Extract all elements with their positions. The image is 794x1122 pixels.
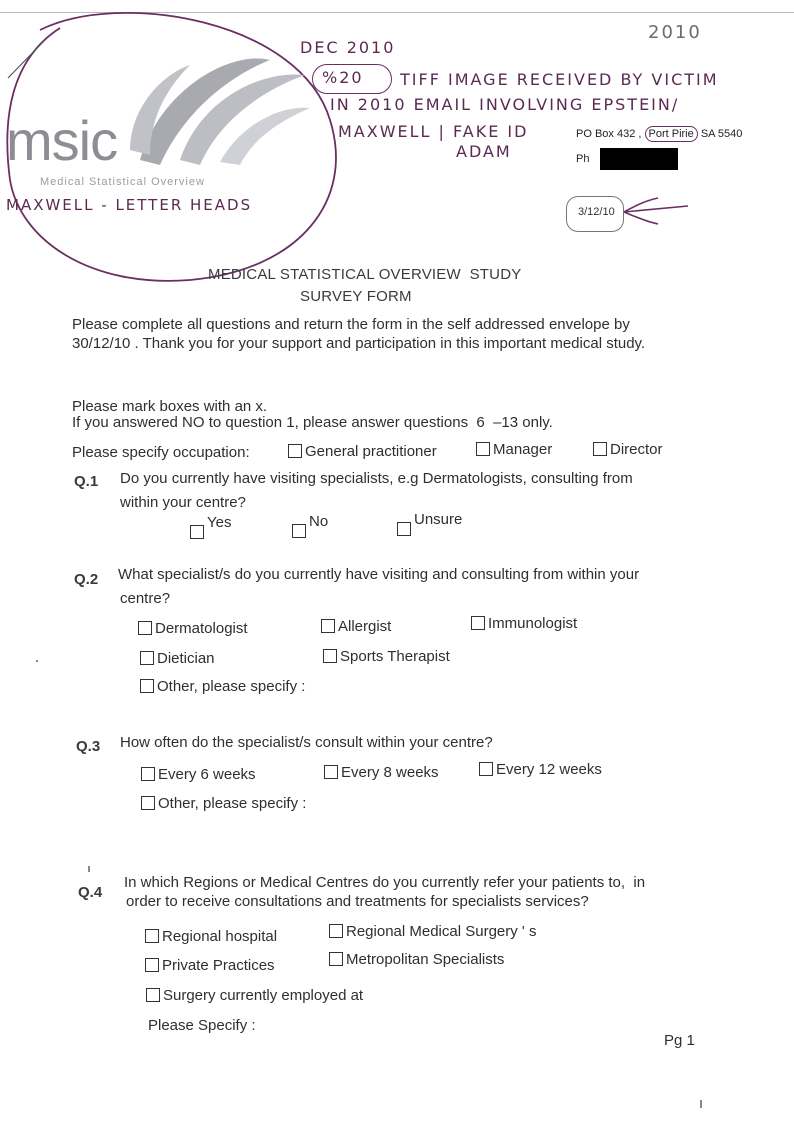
q4-option-metropolitan-specialists[interactable]: Metropolitan Specialists <box>329 951 504 968</box>
address-suffix: SA 5540 <box>700 128 743 140</box>
handwritten-date: DEC 2010 <box>300 38 396 57</box>
q3-text: How often do the specialist/s consult within your centre? <box>120 734 493 751</box>
checkbox[interactable] <box>140 651 154 665</box>
date-stamp: 3/12/10 <box>578 206 615 218</box>
q1-option-unsure[interactable]: Unsure <box>397 511 462 536</box>
q1-number: Q.1 <box>74 473 99 490</box>
q1-option-no[interactable]: No <box>292 513 328 538</box>
checkbox[interactable] <box>141 767 155 781</box>
q2-option-other[interactable]: Other, please specify : <box>140 678 305 695</box>
form-title-line1: MEDICAL STATISTICAL OVERVIEW STUDY <box>208 266 522 283</box>
checkbox[interactable] <box>593 442 607 456</box>
logo-text: msic <box>6 109 118 172</box>
logo-leaf-graphic <box>120 30 310 170</box>
occupation-label: Please specify occupation: <box>72 444 250 461</box>
instruction-line2: If you answered NO to question 1, please answer questions 6 –13 only. <box>72 414 553 431</box>
checkbox[interactable] <box>471 616 485 630</box>
q2-option-dermatologist[interactable]: Dermatologist <box>138 620 248 637</box>
phone-label: Ph <box>576 153 590 165</box>
checkbox[interactable] <box>146 988 160 1002</box>
checkbox[interactable] <box>479 762 493 776</box>
q1-text-line1: Do you currently have visiting specialists, e.g Dermatologists, consulting from <box>120 470 633 487</box>
q4-specify-label: Please Specify : <box>148 1017 256 1034</box>
q4-text-line2: order to receive consultations and treatments for specialists services? <box>126 893 589 910</box>
q3-number: Q.3 <box>76 738 101 755</box>
scan-speck <box>88 866 90 872</box>
checkbox[interactable] <box>476 442 490 456</box>
q1-text-line2: within your centre? <box>120 494 246 511</box>
scan-speck <box>36 660 38 662</box>
q4-option-regional-hospital[interactable]: Regional hospital <box>145 928 277 945</box>
q2-option-allergist[interactable]: Allergist <box>321 618 391 635</box>
q2-option-sports-therapist[interactable]: Sports Therapist <box>323 648 450 665</box>
checkbox[interactable] <box>145 958 159 972</box>
checkbox[interactable] <box>324 765 338 779</box>
scan-speck <box>700 1100 702 1108</box>
occupation-option-director[interactable]: Director <box>593 441 663 458</box>
q2-option-dietician[interactable]: Dietician <box>140 650 215 667</box>
instruction-line1: Please mark boxes with an x. <box>72 398 268 415</box>
handwritten-letterheads-note: MAXWELL - LETTER HEADS <box>6 196 253 214</box>
q4-option-surgery-employed[interactable]: Surgery currently employed at <box>146 987 363 1004</box>
checkbox[interactable] <box>321 619 335 633</box>
q3-option-8-weeks[interactable]: Every 8 weeks <box>324 764 439 781</box>
arrow-annotation-icon <box>618 196 698 226</box>
checkbox[interactable] <box>140 679 154 693</box>
address <box>576 128 742 140</box>
q4-text-line1: In which Regions or Medical Centres do you currently refer your patients to, in <box>124 874 646 891</box>
intro-line1: Please complete all questions and return the form in the self addressed envelope by <box>72 316 630 333</box>
address-prefix: PO Box 432 , <box>576 128 642 140</box>
page-number: Pg 1 <box>664 1032 695 1049</box>
q1-option-yes[interactable]: Yes <box>190 514 231 539</box>
checkbox[interactable] <box>288 444 302 458</box>
checkbox[interactable] <box>397 522 411 536</box>
checkbox[interactable] <box>323 649 337 663</box>
q3-option-12-weeks[interactable]: Every 12 weeks <box>479 761 602 778</box>
address-city: Port Pirie <box>645 126 698 142</box>
checkbox[interactable] <box>292 524 306 538</box>
q2-text-line1: What specialist/s do you currently have visiting and consulting from within your <box>118 566 640 583</box>
redacted-phone <box>600 148 678 170</box>
checkbox[interactable] <box>138 621 152 635</box>
form-title-line2: SURVEY FORM <box>300 288 412 305</box>
occupation-option-manager[interactable]: Manager <box>476 441 552 458</box>
q2-number: Q.2 <box>74 571 99 588</box>
handwritten-note-line2: IN 2010 EMAIL INVOLVING EPSTEIN/ <box>330 95 680 114</box>
checkbox[interactable] <box>145 929 159 943</box>
handwritten-circled-number: %20 <box>322 68 364 87</box>
intro-line2: 30/12/10 . Thank you for your support and participation in this important medical study. <box>72 335 646 352</box>
q4-option-regional-medical-surgery[interactable]: Regional Medical Surgery ' s <box>329 923 536 940</box>
q3-option-other[interactable]: Other, please specify : <box>141 795 306 812</box>
q2-text-line2: centre? <box>120 590 171 607</box>
q2-option-immunologist[interactable]: Immunologist <box>471 615 577 632</box>
q4-number: Q.4 <box>78 884 103 901</box>
handwritten-year: 2010 <box>648 22 702 43</box>
handwritten-note-line1: TIFF IMAGE RECEIVED BY VICTIM <box>400 70 719 89</box>
occupation-option-gp[interactable]: General practitioner <box>288 443 437 460</box>
handwritten-note-line3: MAXWELL | FAKE ID <box>338 122 529 141</box>
checkbox[interactable] <box>329 952 343 966</box>
handwritten-note-line4: ADAM <box>456 142 512 161</box>
logo-tagline: Medical Statistical Overview <box>40 176 205 188</box>
q3-option-6-weeks[interactable]: Every 6 weeks <box>141 766 256 783</box>
q4-option-private-practices[interactable]: Private Practices <box>145 957 275 974</box>
checkbox[interactable] <box>329 924 343 938</box>
checkbox[interactable] <box>190 525 204 539</box>
checkbox[interactable] <box>141 796 155 810</box>
